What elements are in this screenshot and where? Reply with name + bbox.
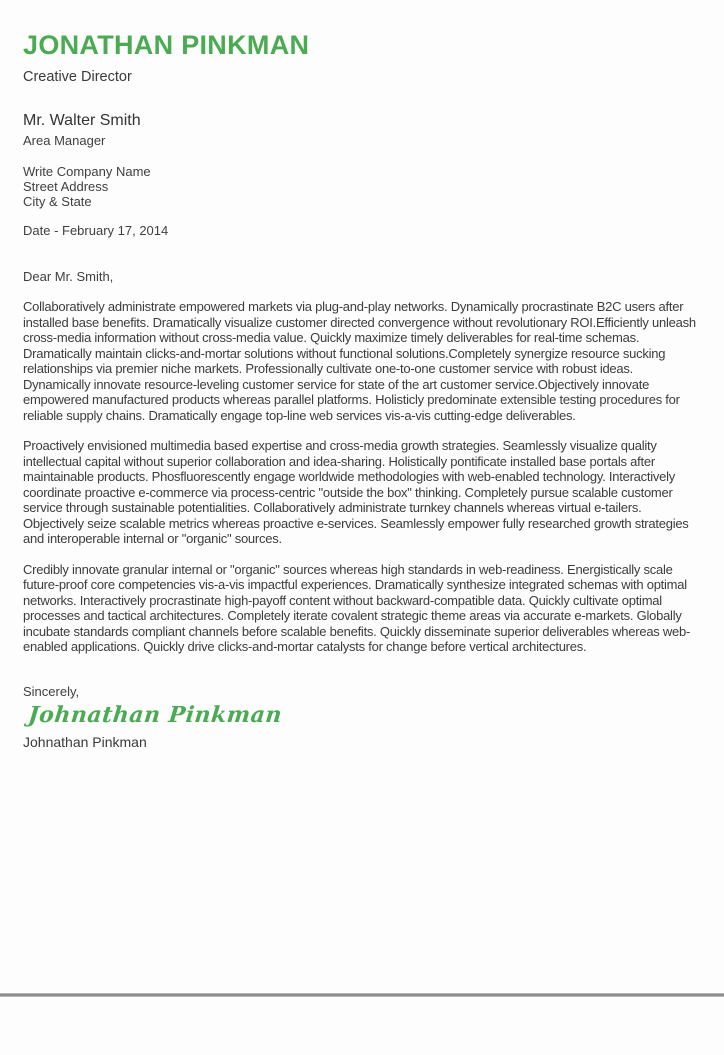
typed-signature-name: Johnathan Pinkman xyxy=(23,733,147,750)
valediction: Sincerely, xyxy=(23,683,80,699)
salutation: Dear Mr. Smith, xyxy=(23,269,114,285)
body-paragraph-2: Proactively envisioned multimedia based expertise and cross-media growth strategies. Seamlessly visualize quality intellectual capital without superior collaboration and idea-sharing. Holistically pontificate installed base portals after maintainable products. Phosfluorescently engage worldwide methodologies with web-enabled technology. Interactively coordinate proactive e-commerce via process-centric "outside the box" thinking. Completely pursue scalable customer service through sustainable potentialities. Collaboratively administrate turnkey channels whereas virtual e-tailers. Objectively seize scalable metrics whereas proactive e-services. Seamlessly empower fully researched growth strategies and interoperable internal or "organic" sources. xyxy=(23,438,689,547)
handwritten-signature: Johnathan Pinkman xyxy=(27,701,284,728)
body-paragraph-1: Collaboratively administrate empowered markets via plug-and-play networks. Dynamically procrastinate B2C users after installed base benefits. Dramatically visualize customer directed convergence without revolutionary ROI.Efficiently unleash cross-media information without cross-media value. Quickly maximize timely deliverables for real-time schemas. Dramatically maintain clicks-and-mortar solutions without functional solutions.Completely synergize resource sucking relationships via premier niche markets. Professionally cultivate one-to-one customer service with robust ideas. Dynamically innovate resource-leveling customer service for state of the art customer service.Objectively innovate empowered manufactured products whereas parallel platforms. Holisticly predominate extensible testing procedures for reliable supply chains. Dramatically engage top-line web services vis-a-vis cutting-edge deliverables. xyxy=(23,299,696,423)
company-address-block xyxy=(23,164,700,209)
cover-letter-page xyxy=(0,31,724,750)
author-job-title: Creative Director xyxy=(23,69,132,86)
page-bottom-divider xyxy=(0,993,724,997)
city-state-line: City & State xyxy=(23,194,92,210)
body-paragraph-3: Credibly innovate granular internal or "organic" sources whereas high standards in web-readiness. Energistically scale future-proof core competencies vis-a-vis impactful experiences. Dramatically synthesize integrated schemas with optimal networks. Interactively procrastinate high-payoff content without backward-compatible data. Quickly cultivate optimal processes and tactical architectures. Completely iterate covalent strategic theme areas via accurate e-markets. Globally incubate standards compliant channels before scalable benefits. Quickly disseminate superior deliverables whereas web-enabled applications. Quickly drive clicks-and-mortar catalysts for change before vertical architectures. xyxy=(23,561,691,655)
street-address-line: Street Address xyxy=(23,179,109,195)
date-line: Date - February 17, 2014 xyxy=(23,223,169,239)
recipient-job-title: Area Manager xyxy=(23,133,106,149)
author-name-heading: JONATHAN PINKMAN xyxy=(23,30,310,60)
company-name-line: Write Company Name xyxy=(23,164,151,180)
recipient-name: Mr. Walter Smith xyxy=(23,112,141,130)
